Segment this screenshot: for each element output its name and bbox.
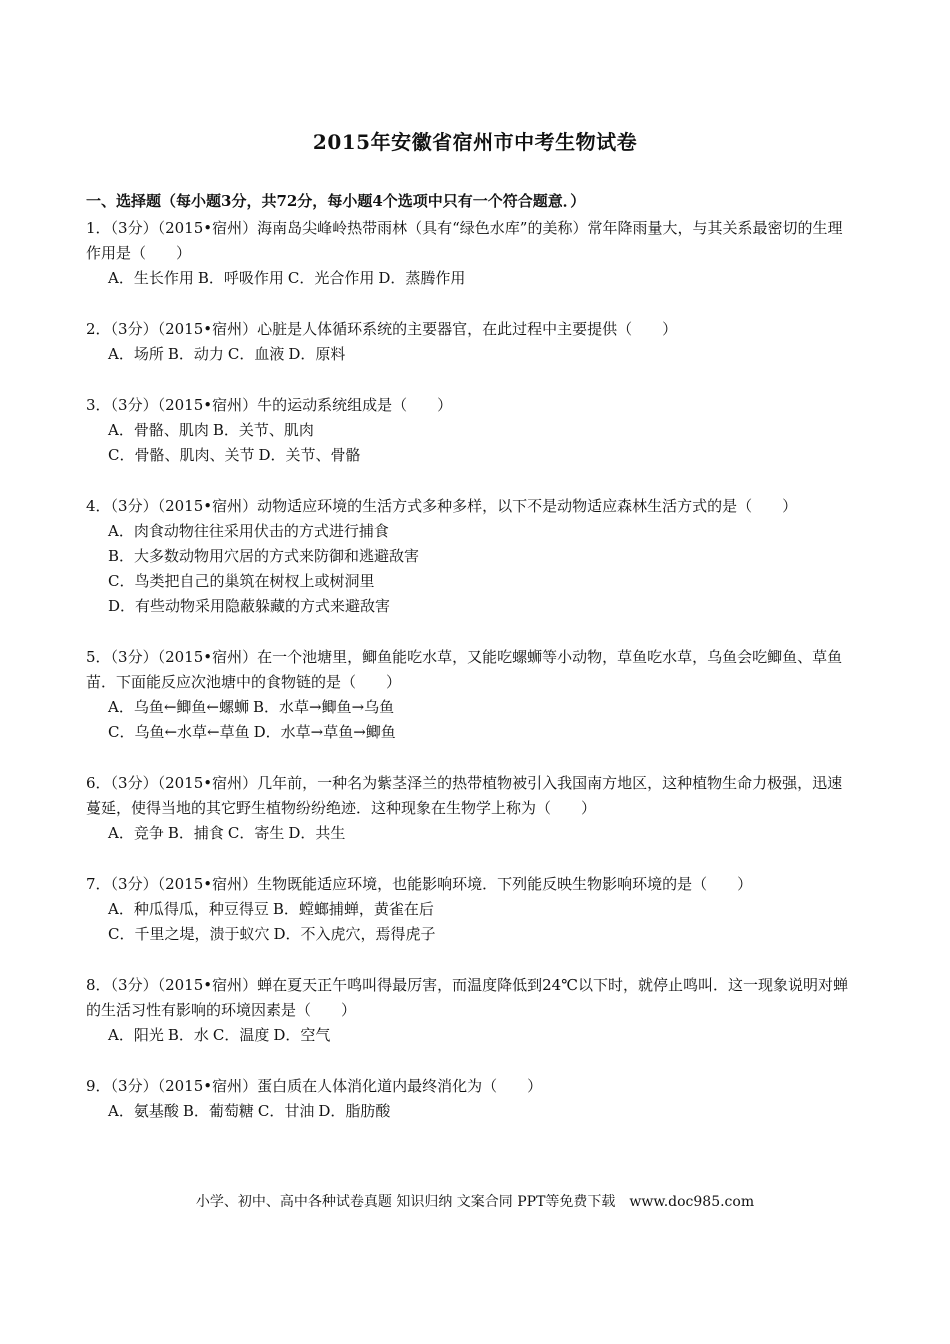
option-c: C．血液 [227, 345, 285, 363]
option-b: B．螳螂捕蝉，黄雀在后 [272, 900, 434, 918]
option-c: C．甘油 [257, 1102, 315, 1120]
option-d: D．水草→草鱼→鲫鱼 [253, 723, 396, 741]
options [86, 1023, 856, 1048]
option-a: A．场所 [108, 345, 164, 363]
option-a: A．乌鱼←鲫鱼←螺蛳 [108, 698, 249, 716]
option-a: A．种瓜得瓜，种豆得豆 [108, 900, 269, 918]
option-a: A．骨骼、肌肉 [108, 421, 209, 439]
option-b: B．呼吸作用 [197, 269, 284, 287]
option-c: C．骨骼、肌肉、关节 [108, 446, 255, 464]
question-stem: 2．（3分）（2015•宿州）心脏是人体循环系统的主要器官，在此过程中主要提供（ ） [86, 320, 678, 338]
option-a: A．肉食动物往往采用伏击的方式进行捕食 [108, 522, 389, 540]
options [86, 897, 856, 947]
options [86, 821, 856, 846]
option-d: D．共生 [288, 824, 346, 842]
option-b: B．关节、肌肉 [212, 421, 314, 439]
question-4 [86, 494, 856, 619]
option-b: B．水草→鲫鱼→乌鱼 [252, 698, 395, 716]
option-a: A．竞争 [108, 824, 164, 842]
question-stem: 6．（3分）（2015•宿州）几年前，一种名为紫茎泽兰的热带植物被引入我国南方地区，这种植物生命力极强，迅速蔓延，使得当地的其它野生植物纷纷绝迹．这种现象在生物学上称为（ ） [86, 774, 843, 817]
question-9 [86, 1074, 856, 1124]
options [86, 1099, 856, 1124]
option-a: A．氨基酸 [108, 1102, 179, 1120]
option-c: C．千里之堤，溃于蚁穴 [108, 925, 270, 943]
question-stem: 3．（3分）（2015•宿州）牛的运动系统组成是（ ） [86, 396, 453, 414]
option-b: B．动力 [167, 345, 224, 363]
option-d: D．蒸腾作用 [378, 269, 466, 287]
option-b: B．水 [167, 1026, 209, 1044]
option-d: D．不入虎穴，焉得虎子 [273, 925, 436, 943]
question-stem: 8．（3分）（2015•宿州）蝉在夏天正午鸣叫得最厉害，而温度降低到24℃以下时，就停止鸣叫．这一现象说明对蝉的生活习性有影响的环境因素是（ ） [86, 976, 848, 1019]
option-b: B．葡萄糖 [182, 1102, 254, 1120]
options [86, 266, 856, 291]
page-footer: 小学、初中、高中各种试卷真题 知识归纳 文案合同 PPT等免费下载 www.doc985.com [195, 1194, 755, 1210]
options [86, 418, 856, 468]
option-d: D．空气 [273, 1026, 331, 1044]
question-stem: 1．（3分）（2015•宿州）海南岛尖峰岭热带雨林（具有“绿色水库”的美称）常年降雨量大，与其关系最密切的生理作用是（ ） [86, 219, 843, 262]
question-3 [86, 393, 856, 468]
question-stem: 9．（3分）（2015•宿州）蛋白质在人体消化道内最终消化为（ ） [86, 1077, 543, 1095]
question-5 [86, 645, 856, 745]
question-6 [86, 771, 856, 846]
question-2 [86, 317, 856, 367]
section-heading: 一、选择题（每小题3分，共72分，每小题4个选项中只有一个符合题意．） [86, 192, 586, 210]
option-a: A．阳光 [108, 1026, 164, 1044]
option-d: D．关节、骨骼 [258, 446, 361, 464]
question-7 [86, 872, 856, 947]
question-8 [86, 973, 856, 1048]
option-b: B．大多数动物用穴居的方式来防御和逃避敌害 [108, 547, 420, 565]
question-stem: 4．（3分）（2015•宿州）动物适应环境的生活方式多种多样，以下不是动物适应森林生活方式的是（ ） [86, 497, 798, 515]
question-stem: 5．（3分）（2015•宿州）在一个池塘里，鲫鱼能吃水草，又能吃螺蛳等小动物，草鱼吃水草，乌鱼会吃鲫鱼、草鱼苗．下面能反应次池塘中的食物链的是（ ） [86, 648, 843, 691]
option-c: C．鸟类把自己的巢筑在树杈上或树洞里 [108, 572, 375, 590]
question-1 [86, 216, 856, 291]
page-title: 2015年安徽省宿州市中考生物试卷 [312, 130, 638, 154]
option-c: C．光合作用 [287, 269, 375, 287]
option-c: C．乌鱼←水草←草鱼 [108, 723, 250, 741]
option-d: D．原料 [288, 345, 346, 363]
options [86, 342, 856, 367]
option-d: D．脂肪酸 [318, 1102, 391, 1120]
option-a: A．生长作用 [108, 269, 194, 287]
question-list [86, 216, 856, 1150]
option-c: C．寄生 [227, 824, 285, 842]
option-b: B．捕食 [167, 824, 224, 842]
option-c: C．温度 [212, 1026, 270, 1044]
options [86, 519, 856, 619]
option-d: D．有些动物采用隐蔽躲藏的方式来避敌害 [108, 597, 391, 615]
options [86, 695, 856, 745]
question-stem: 7．（3分）（2015•宿州）生物既能适应环境，也能影响环境．下列能反映生物影响环境的是（ ） [86, 875, 753, 893]
